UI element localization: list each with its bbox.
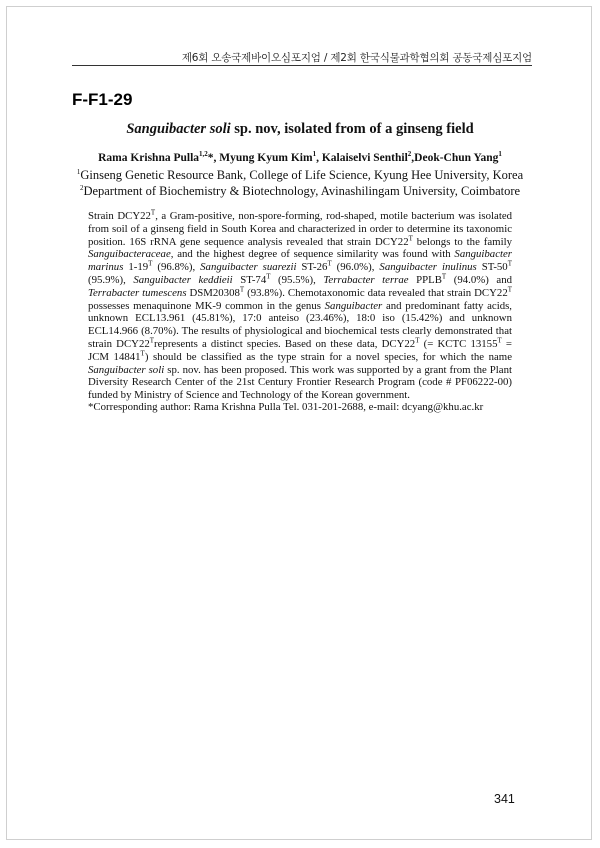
author-list <box>0 152 600 164</box>
affiliation-1 <box>0 168 600 183</box>
abstract-text: sp. nov. has been proposed. This work was supported by a grant from the Plant Diversity Research Center of the 21st Century Frontier Research Program (code # PF06222-00) funded by Ministry of Science and Technology of the Korean government. <box>88 363 513 402</box>
corresponding-author: *Corresponding author: Rama Krishna Pulla Tel. 031-201-2688, e-mail: dcyang@khu.ac.kr <box>88 401 484 413</box>
taxon-name: Terrabacter terrae <box>323 273 409 286</box>
type-strain-mark: T <box>266 272 271 281</box>
type-strain-mark: T <box>140 349 145 358</box>
title-rest: sp. nov, isolated from of a ginseng field <box>230 121 474 137</box>
abstract-text: ST-74 <box>232 273 267 286</box>
header-rule <box>72 65 532 66</box>
type-strain-mark: T <box>497 336 502 345</box>
paper-title <box>0 121 600 138</box>
author-affiliation-mark: 1 <box>312 150 317 159</box>
abstract-text: and the highest degree of sequence similarity was found with <box>173 248 455 261</box>
affiliation-mark: 1 <box>76 167 81 176</box>
taxon-name: Sanguibacter <box>324 299 383 312</box>
author-affiliation-mark: 2 <box>407 150 412 159</box>
abstract-text: ) should be classified as the type strain for a novel species, for which the name <box>144 350 512 363</box>
abstract-text: 1-19 <box>123 261 149 274</box>
type-strain-mark: T <box>408 234 413 242</box>
taxon-name: Sanguibacter inulinus <box>379 261 477 274</box>
abstract-text: (95.5%), <box>270 273 324 286</box>
abstract-text: (93.8%). Chemotaxonomic data revealed that strain DCY22 <box>244 286 508 299</box>
affiliation-2 <box>0 184 600 199</box>
abstract-text: (94.0%) and <box>446 273 512 286</box>
affiliation-mark: 2 <box>79 183 84 192</box>
taxon-name: Sanguibacter suarezii <box>200 261 297 274</box>
type-strain-mark: T <box>327 259 332 268</box>
abstract-text: and predominant fatty acids, unknown ECL13.961 (45.81%), 17:0 anteiso (23.46%), 18:0 iso (15.42%) and unknown ECL14.966 (8.70%). The results of physiological and biochemical tests clearly demonstrated that strain DCY22 <box>88 299 513 350</box>
author-name: Myung Kyum Kim <box>219 152 313 164</box>
abstract-text: (96.8%), <box>152 261 201 274</box>
author-separator: , <box>411 152 415 164</box>
abstract-text: ST-26 <box>296 261 328 274</box>
page-number: 341 <box>494 792 515 806</box>
abstract-text: ST-50 <box>476 261 508 274</box>
author-separator: *, <box>207 152 220 164</box>
type-strain-mark: T <box>441 272 447 281</box>
affiliation-text: Department of Biochemistry & Biotechnology, Avinashilingam University, Coimbatore <box>83 184 521 198</box>
taxon-name: Sanguibacter marinus <box>88 248 512 274</box>
abstract-text: (= KCTC 13155 <box>419 337 498 350</box>
type-strain-mark: T <box>415 336 420 345</box>
abstract-text: (96.0%), <box>331 261 380 274</box>
author-name: Deok-Chun Yang <box>414 152 499 164</box>
taxon-name: Terrabacter tumescens <box>88 286 187 299</box>
type-strain-mark: T <box>148 259 153 268</box>
type-strain-mark: T <box>507 285 513 294</box>
title-species: Sanguibacter soli <box>126 121 231 137</box>
author-affiliation-mark: 1 <box>498 150 502 159</box>
author-name: Rama Krishna Pulla <box>98 152 200 164</box>
abstract-text: Strain DCY22 <box>88 210 151 222</box>
taxon-name: Sanguibacter keddieii <box>133 273 233 286</box>
type-strain-mark: T <box>150 208 156 217</box>
type-strain-mark: T <box>239 285 245 294</box>
abstract-text: (95.9%), <box>88 273 134 286</box>
abstract-code: F-F1-29 <box>72 90 133 109</box>
abstract-text: belongs to the family <box>412 235 512 248</box>
abstract-text: , a Gram-positive, non-spore-forming, rod-shaped, motile bacterium was isolated from soil of a ginseng field in South Korea and characterized in order to determine its taxonomic position. 16S rRNA gene sequence analysis revealed that strain DCY22 <box>88 210 513 248</box>
abstract-text: possesses menaquinone MK-9 common in the genus <box>88 299 325 312</box>
abstract-text: represents a distinct species. Based on these data, DCY22 <box>154 337 416 350</box>
author-separator: , <box>316 152 322 164</box>
taxon-name: Sanguibacter soli <box>88 363 165 376</box>
type-strain-mark: T <box>507 259 512 268</box>
abstract-text: PPLB <box>408 273 442 286</box>
author-affiliation-mark: 1,2 <box>199 150 208 159</box>
taxon-name: Sanguibacteraceae, <box>88 248 174 261</box>
affiliation-text: Ginseng Genetic Resource Bank, College of Life Science, Kyung Hee University, Korea <box>80 168 524 182</box>
author-name: Kalaiselvi Senthil <box>321 152 408 164</box>
running-head: 제6회 오송국제바이오심포지엄 / 제2회 한국식물과학협의회 공동국제심포지엄 <box>181 52 532 64</box>
abstract-text: = JCM 14841 <box>88 337 513 363</box>
abstract-body <box>88 210 512 402</box>
abstract-text: DSM20308 <box>186 286 240 299</box>
type-strain-mark: T <box>149 336 155 345</box>
